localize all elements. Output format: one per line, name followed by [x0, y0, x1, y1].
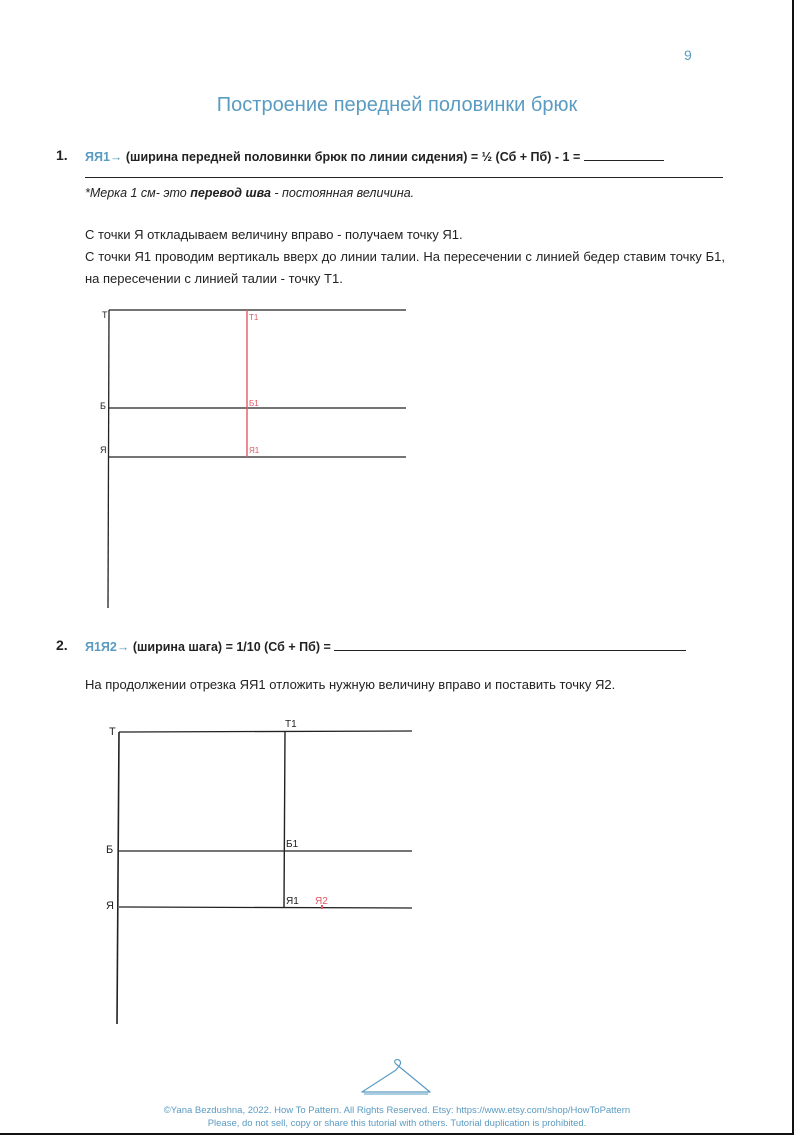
diagram-2-label-b: Б — [106, 844, 114, 856]
diagram-2-waist-line — [119, 731, 412, 732]
step-2-para: На продолжении отрезка ЯЯ1 отложить нужную величину вправо и поставить точку Я2. — [85, 677, 616, 692]
step-1-formula — [85, 148, 664, 164]
diagram-2-label-ya2: Я2 — [315, 896, 328, 907]
hanger-logo-icon — [356, 1058, 436, 1100]
step-2-formula-text: (ширина шага) = 1/10 (Сб + Пб) = — [129, 640, 335, 654]
step-2-number: 2. — [56, 637, 68, 653]
step-1-para-2: С точки Я1 проводим вертикаль вверх до линии талии. На пересечении с линией бедер ставим точку Б1, на пересечении с линией талии - точку Т1. — [85, 249, 725, 286]
footer-copyright: ©Yana Bezdushna, 2022. How To Pattern. All Rights Reserved. Etsy: https://www.etsy.com/shop/HowToPattern — [163, 1105, 631, 1116]
step-1-note — [85, 186, 414, 200]
step-1-segment: ЯЯ1→ — [85, 150, 123, 164]
diagram-2-label-t: Т — [109, 726, 116, 738]
step-2-formula — [85, 638, 686, 654]
diagram-1-label-t1: Т1 — [249, 313, 259, 322]
diagram-1-label-b1: Б1 — [249, 399, 259, 408]
diagram-2-label-ya1: Я1 — [286, 896, 299, 907]
step-1-answer-line — [85, 177, 723, 178]
page-title: Построение передней половинки брюк — [216, 94, 578, 116]
diagram-2-label-ya: Я — [106, 900, 114, 912]
page-number: 9 — [684, 47, 692, 63]
diagram-1-main-vertical — [108, 310, 109, 608]
note-bold: перевод шва — [190, 186, 271, 200]
footer-notice: Please, do not sell, copy or share this tutorial with others. Tutorial duplication is prohibited. — [207, 1118, 587, 1129]
note-prefix: *Мерка 1 см- это — [85, 186, 191, 200]
diagram-1 — [95, 302, 415, 614]
step-1-formula-text: (ширина передней половинки брюк по линии сидения) = ½ (Сб + Пб) - 1 = — [122, 150, 584, 164]
diagram-2-label-t1: Т1 — [285, 719, 297, 730]
diagram-1-label-ya: Я — [100, 445, 107, 455]
note-suffix: - постоянная величина. — [270, 186, 415, 200]
step-2-answer-blank — [334, 638, 686, 651]
diagram-1-label-t: Т — [102, 310, 108, 320]
diagram-1-label-ya1: Я1 — [249, 446, 260, 455]
step-1-number: 1. — [56, 147, 68, 163]
step-1-answer-blank — [584, 148, 664, 161]
step-1-para-1: С точки Я откладываем величину вправо - получаем точку Я1. — [85, 227, 463, 242]
diagram-2-seat-line — [119, 907, 412, 908]
diagram-2-label-b1: Б1 — [286, 839, 299, 850]
step-2-segment: Я1Я2→ — [85, 640, 130, 654]
diagram-2-ya1-vertical — [284, 732, 285, 907]
diagram-2-main-vertical — [117, 732, 119, 1024]
diagram-1-label-b: Б — [100, 401, 106, 411]
diagram-2 — [100, 712, 420, 1030]
